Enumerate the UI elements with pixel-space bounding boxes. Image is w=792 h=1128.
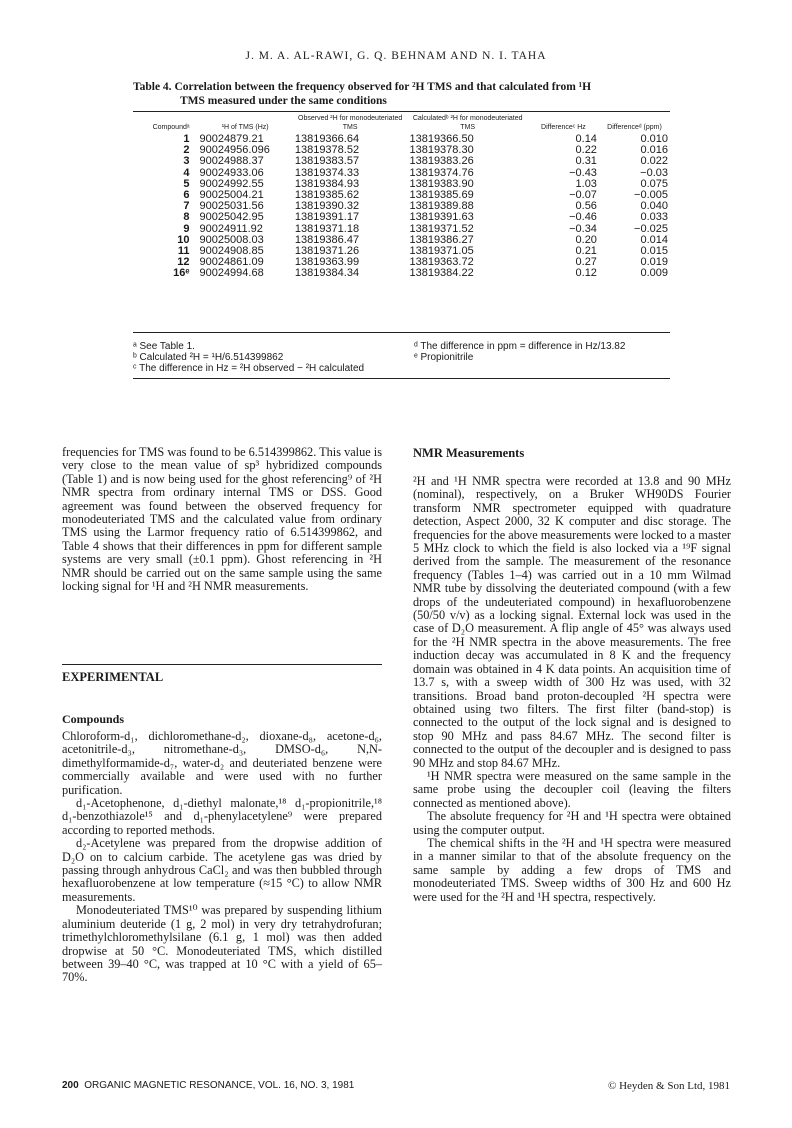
table-cell: 0.12 <box>575 267 597 280</box>
table-header-row <box>133 112 670 134</box>
table-cell: 90024908.85 <box>199 245 264 258</box>
table-cell: 90025008.03 <box>199 233 264 246</box>
notes-bottom-rule <box>133 378 670 379</box>
note-a: ᵃ See Table 1. <box>133 341 195 352</box>
section-rule <box>62 664 382 665</box>
table-cell: 13819363.99 <box>294 256 360 269</box>
table-cell: −0.43 <box>569 166 597 179</box>
table-cell: 13819384.93 <box>294 177 360 190</box>
table-cell: 13819383.26 <box>409 155 474 168</box>
table-cell: 16ᵉ <box>173 267 190 280</box>
table-cell: 13819389.88 <box>409 200 474 213</box>
right-column-body <box>413 475 731 904</box>
table-cell: 13819386.27 <box>409 233 474 246</box>
table-cell: 90025004.21 <box>199 189 264 202</box>
col-header-compound: Compoundᵃ <box>152 124 190 131</box>
table-cell: 13819390.32 <box>294 200 360 213</box>
compounds-paragraph-4: Monodeuteriated TMS¹⁰ was prepared by suspending lithium aluminium deuteride (1 g, 2 mol) in very dry tetrahydrofuran; trimethylchloromethylsilane (6.1 g, 1 mol) was then added dropwise at 50 °C. Monodeuteriated TMS, which distilled between 39–40 °C, was trapped at 10 °C with a yield of 65–70%. <box>62 903 382 985</box>
note-e: ᵉ Propionitrile <box>414 352 474 363</box>
table-row <box>133 268 670 279</box>
table-cell: 0.015 <box>640 245 668 258</box>
table-cell: 9 <box>183 222 190 235</box>
table-cell: 0.20 <box>575 233 597 246</box>
table-cell: 0.21 <box>575 245 597 258</box>
table-cell: 90024911.92 <box>199 222 263 235</box>
table-cell: 4 <box>183 166 190 179</box>
nmr-paragraph-4: The chemical shifts in the ²H and ¹H spectra were measured in a manner similar to that of the absolute frequency on the same sample by adding a few drops of TMS and monodeuteriated TMS. Sweep widths of 300 Hz and 600 Hz were used for the ²H and ¹H spectra, respectively. <box>413 835 731 904</box>
table-cell: 13819378.30 <box>409 144 474 157</box>
table-cell: 13819386.47 <box>294 233 360 246</box>
table-cell: 90025042.95 <box>199 211 264 224</box>
compounds-paragraph-2: d₁-Acetophenone, d₁-diethyl malonate,¹⁸ d₁-propionitrile,¹⁸ d₁-benzothiazole¹⁵ and d₁-phenylacetylene⁹ were prepared according to reported methods. <box>62 796 382 837</box>
section-heading-nmr: NMR Measurements <box>413 446 525 460</box>
table-cell: −0.46 <box>569 211 597 224</box>
table-cell: 0.019 <box>640 256 668 269</box>
table-cell: −0.03 <box>640 166 668 179</box>
running-header: J. M. A. AL-RAWI, G. Q. BEHNAM AND N. I. TAHA <box>245 50 547 62</box>
table-cell: 13819378.52 <box>294 144 360 157</box>
note-d: ᵈ The difference in ppm = difference in Hz/13.82 <box>414 341 626 352</box>
table-cell: 90024933.06 <box>199 166 264 179</box>
table-cell: 13819384.34 <box>294 267 360 280</box>
table-cell: 13819385.62 <box>294 189 360 202</box>
section-heading-experimental: EXPERIMENTAL <box>62 670 164 684</box>
table-cell: 0.033 <box>640 211 668 224</box>
table-cell: 13819371.26 <box>294 245 360 258</box>
nmr-paragraph-2: ¹H NMR spectra were measured on the same sample in the same probe using the decoupler coil (leaving the filters connected as mentioned above). <box>413 768 731 810</box>
table-cell: 13819391.63 <box>409 211 474 224</box>
table-cell: 90024992.55 <box>199 177 264 190</box>
col-header-1h-tms: ¹H of TMS (Hz) <box>221 124 269 131</box>
col-header-diff-hz: Differenceᶜ Hz <box>541 124 586 131</box>
subsection-heading-compounds: Compounds <box>62 712 125 726</box>
table-cell: 13819384.22 <box>409 267 474 280</box>
table-cell: 0.31 <box>575 155 597 168</box>
table-cell: −0.005 <box>634 189 668 202</box>
caption-line-2: TMS measured under the same conditions <box>180 95 387 107</box>
table-cell: 0.009 <box>640 267 668 280</box>
table-cell: 11 <box>177 245 190 258</box>
table-bottom-rule <box>133 332 670 333</box>
nmr-paragraph-3: The absolute frequency for ²H and ¹H spectra were obtained using the computer output. <box>413 809 731 837</box>
table-cell: 13819383.57 <box>294 155 360 168</box>
table-cell: 13819371.05 <box>409 245 474 258</box>
table-cell: −0.025 <box>634 222 668 235</box>
page-number: 200 <box>62 1080 79 1091</box>
table-cell: 7 <box>183 200 190 213</box>
table-cell: 12 <box>177 256 190 269</box>
col-header-diff-ppm: Differenceᵈ (ppm) <box>607 124 662 131</box>
intro-paragraph: frequencies for TMS was found to be 6.514399862. This value is very close to the mean value of sp³ hybridized compounds (Table 1) and is now being used for the ghost referencing⁹ of ²H NMR spectra from ordinary internal TMS or DSS. Good agreement was found between the observed frequency for monodeuteriated TMS and the calculated value from ordinary TMS using the Larmor frequency ratio of 6.514399862, and Table 4 shows that their differences in ppm for different sample systems are very small (±0.1 ppm). Ghost referencing in ²H NMR should be carried out on the same sample using the same locking signal for ¹H and ²H NMR measurements. <box>62 445 382 594</box>
table-cell: 13819371.18 <box>294 222 360 235</box>
col-header-calculated: Calculatedᵇ ²H for monodeuteriated TMS <box>412 115 523 131</box>
table-cell: 13819374.76 <box>409 166 474 179</box>
table-cell: 0.016 <box>640 144 668 157</box>
compounds-paragraph-3: d₂-Acetylene was prepared from the dropwise addition of D₂O on to calcium carbide. The acetylene gas was dried by passing through anhydrous CaCl₂ and was then bubbled through hexafluorobenzene at low temperature (≈15 °C) to allow NMR measurements. <box>62 836 382 904</box>
table-cell: 2 <box>183 144 190 157</box>
left-column <box>62 446 382 593</box>
table-cell: 90024879.21 <box>199 133 264 145</box>
table-cell: 13819391.17 <box>294 211 360 224</box>
table-cell: 1 <box>183 133 190 145</box>
table-label: Table 4. <box>133 81 172 93</box>
table-cell: 10 <box>177 233 190 246</box>
table-cell: −0.34 <box>569 222 597 235</box>
journal-name: ORGANIC MAGNETIC RESONANCE, VOL. 16, NO. 3, 1981 <box>84 1080 355 1091</box>
table-cell: −0.07 <box>569 189 597 202</box>
copyright: © Heyden & Son Ltd, 1981 <box>607 1080 730 1092</box>
table-cell: 0.010 <box>640 133 668 145</box>
table-cell: 13819385.69 <box>409 189 474 202</box>
table-cell: 90024956.096 <box>199 144 270 157</box>
table-cell: 90024861.09 <box>199 256 264 269</box>
table-notes-left <box>133 341 403 374</box>
table-cell: 8 <box>183 211 190 224</box>
compounds-paragraph-1: Chloroform-d₁, dichloromethane-d₂, dioxane-d₈, acetone-d₆, acetonitrile-d₃, nitromethane-d₃, DMSO-d₆, N,N-dimethylformamide-d₇, water-d₂ and deuteriated benzene were commercially available and were used with no further purification. <box>62 729 382 797</box>
table-cell: 6 <box>183 189 190 202</box>
table-cell: 13819366.50 <box>409 133 474 145</box>
table-cell: 0.14 <box>575 133 597 145</box>
left-column-body <box>62 730 382 985</box>
table-cell: 13819366.64 <box>294 133 360 145</box>
caption-line-1: Correlation between the frequency observed for ²H TMS and that calculated from ¹H <box>174 81 592 93</box>
table-cell: 0.27 <box>575 256 597 269</box>
table-cell: 90024988.37 <box>199 155 264 168</box>
table-cell: 13819383.90 <box>409 177 474 190</box>
col-header-observed: Observed ²H for monodeuteriated TMS <box>298 115 403 131</box>
table-cell: 90024994.68 <box>199 267 264 280</box>
table-cell: 0.22 <box>575 144 597 157</box>
table-cell: 0.040 <box>640 200 668 213</box>
table-cell: 0.075 <box>640 177 668 190</box>
table-cell: 1.03 <box>575 177 597 190</box>
data-table <box>133 112 670 280</box>
note-b: ᵇ Calculated ²H = ¹H/6.514399862 <box>133 352 284 363</box>
nmr-paragraph-1: ²H and ¹H NMR spectra were recorded at 13.8 and 90 MHz (nominal), respectively, on a Bruker WH90DS Fourier transform NMR spectrometer equipped with quadrature detection, Aspect 2000, 32 K computer and disc storage. The frequencies for the above measurements were locked to a master 5 MHz clock to which the field is also locked via a ¹⁹F signal derived from the sample. The measurement of the resonance frequency (Tables 1–4) was carried out in a 10 mm Wilmad NMR tube by dissolving the deuteriated compound (with a few drops of the undeuteriated compound) in hexafluorobenzene (50/50 v/v) as a locking signal. External lock was used in the case of D₂O measurement. A flip angle of 45° was always used for the ²H NMR spectra in the above measurements. The free induction decay was accumulated in 8 K and the frequency domain was obtained in 4 K data points. An acquisition time of 13.7 s, with a sweep width of 300 Hz was used, with 32 transitions. Broad band proton-decoupled ²H spectra were obtained using two filters. The first filter (band-stop) is connected to the output of the lock signal and is designed to stop 90 MHz and pass 84.67 MHz. The second filter is connected to the output of the decoupler and is designed to pass 90 MHz and stop 84.67 MHz. <box>413 474 731 770</box>
footer-left <box>62 1080 354 1091</box>
table-notes-right <box>414 341 684 363</box>
table-cell: 5 <box>183 177 190 190</box>
table-cell: 13819363.72 <box>409 256 474 269</box>
note-c: ᶜ The difference in Hz = ²H observed − ²H calculated <box>133 363 365 374</box>
table-cell: 3 <box>183 155 190 168</box>
table-cell: 13819374.33 <box>294 166 360 179</box>
table-cell: 0.56 <box>575 200 597 213</box>
table-row <box>133 212 670 223</box>
table-cell: 0.014 <box>640 233 668 246</box>
table-row <box>133 156 670 167</box>
table-cell: 90025031.56 <box>199 200 264 213</box>
table-cell: 0.022 <box>640 155 668 168</box>
table-cell: 13819371.52 <box>409 222 474 235</box>
table-caption <box>133 80 673 108</box>
